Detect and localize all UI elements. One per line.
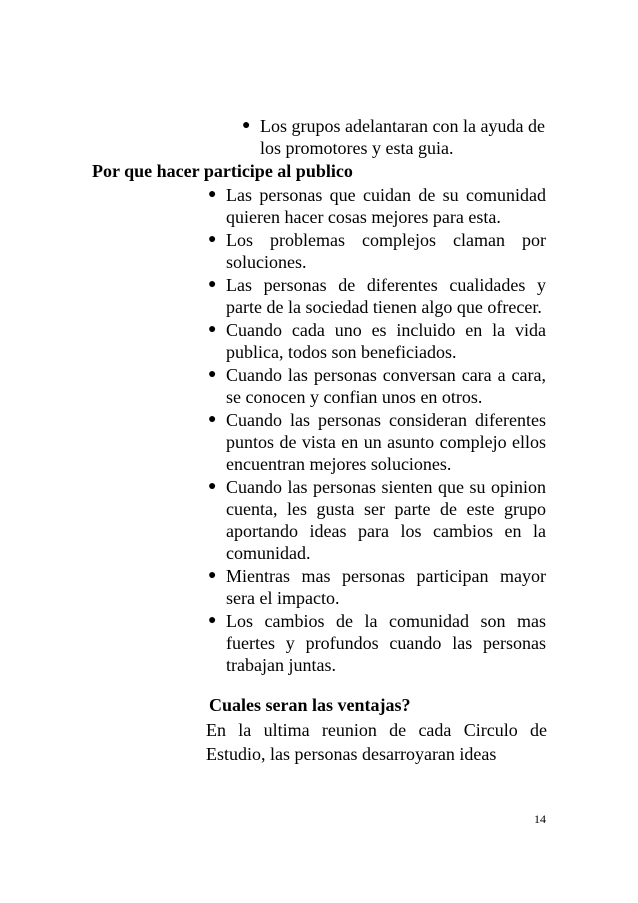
bullet-icon: ●	[208, 479, 217, 494]
page-content	[0, 115, 638, 766]
bullet-text: Las personas que cuidan de su comunidad quieren hacer cosas mejores para esta.	[226, 185, 546, 227]
bullet-icon: ●	[208, 613, 217, 628]
bullet-icon: ●	[208, 187, 217, 202]
ventajas-paragraph: En la ultima reunion de cada Circulo de Estudio, las personas desarroyaran ideas	[206, 720, 547, 764]
bullet-icon: ●	[242, 118, 251, 133]
list-item	[206, 229, 546, 273]
bullet-icon: ●	[208, 568, 217, 583]
list-item	[206, 476, 546, 564]
bullet-icon: ●	[208, 412, 217, 427]
bullet-text: Las personas de diferentes cualidades y parte de la sociedad tienen algo que ofrecer.	[226, 275, 546, 317]
bullet-text: Cuando las personas conversan cara a cara, se conocen y confian unos en otros.	[226, 365, 546, 407]
page-number: 14	[534, 812, 546, 826]
list-item	[206, 274, 546, 318]
list-item	[206, 409, 546, 475]
bullet-text: Cuando las personas consideran diferentes puntos de vista en un asunto complejo ellos encuentran mejores soluciones.	[226, 410, 546, 474]
bullet-text: Cuando las personas sienten que su opinion cuenta, les gusta ser parte de este grupo aportando ideas para los cambios en la comunidad.	[226, 477, 546, 563]
bullet-icon: ●	[208, 322, 217, 337]
list-item	[206, 565, 546, 609]
bullet-icon: ●	[208, 277, 217, 292]
list-item	[206, 184, 546, 228]
top-bullet-list	[240, 115, 545, 159]
bullet-text: Los problemas complejos claman por soluciones.	[226, 230, 546, 272]
section-heading-ventajas: Cuales seran las ventajas?	[209, 695, 411, 715]
bullet-text: Mientras mas personas participan mayor sera el impacto.	[226, 566, 546, 608]
bullet-icon: ●	[208, 367, 217, 382]
list-item	[206, 610, 546, 676]
list-item	[240, 115, 545, 159]
bullet-icon: ●	[208, 232, 217, 247]
list-item	[206, 364, 546, 408]
bullet-text: Cuando cada uno es incluido en la vida publica, todos son beneficiados.	[226, 320, 546, 362]
bullet-text: Los grupos adelantaran con la ayuda de los promotores y esta guia.	[260, 116, 545, 158]
list-item	[206, 319, 546, 363]
reasons-bullet-list	[206, 184, 546, 676]
bullet-text: Los cambios de la comunidad son mas fuertes y profundos cuando las personas trabajan juntas.	[226, 611, 546, 675]
section-heading-por-que: Por que hacer participe al publico	[92, 161, 353, 181]
